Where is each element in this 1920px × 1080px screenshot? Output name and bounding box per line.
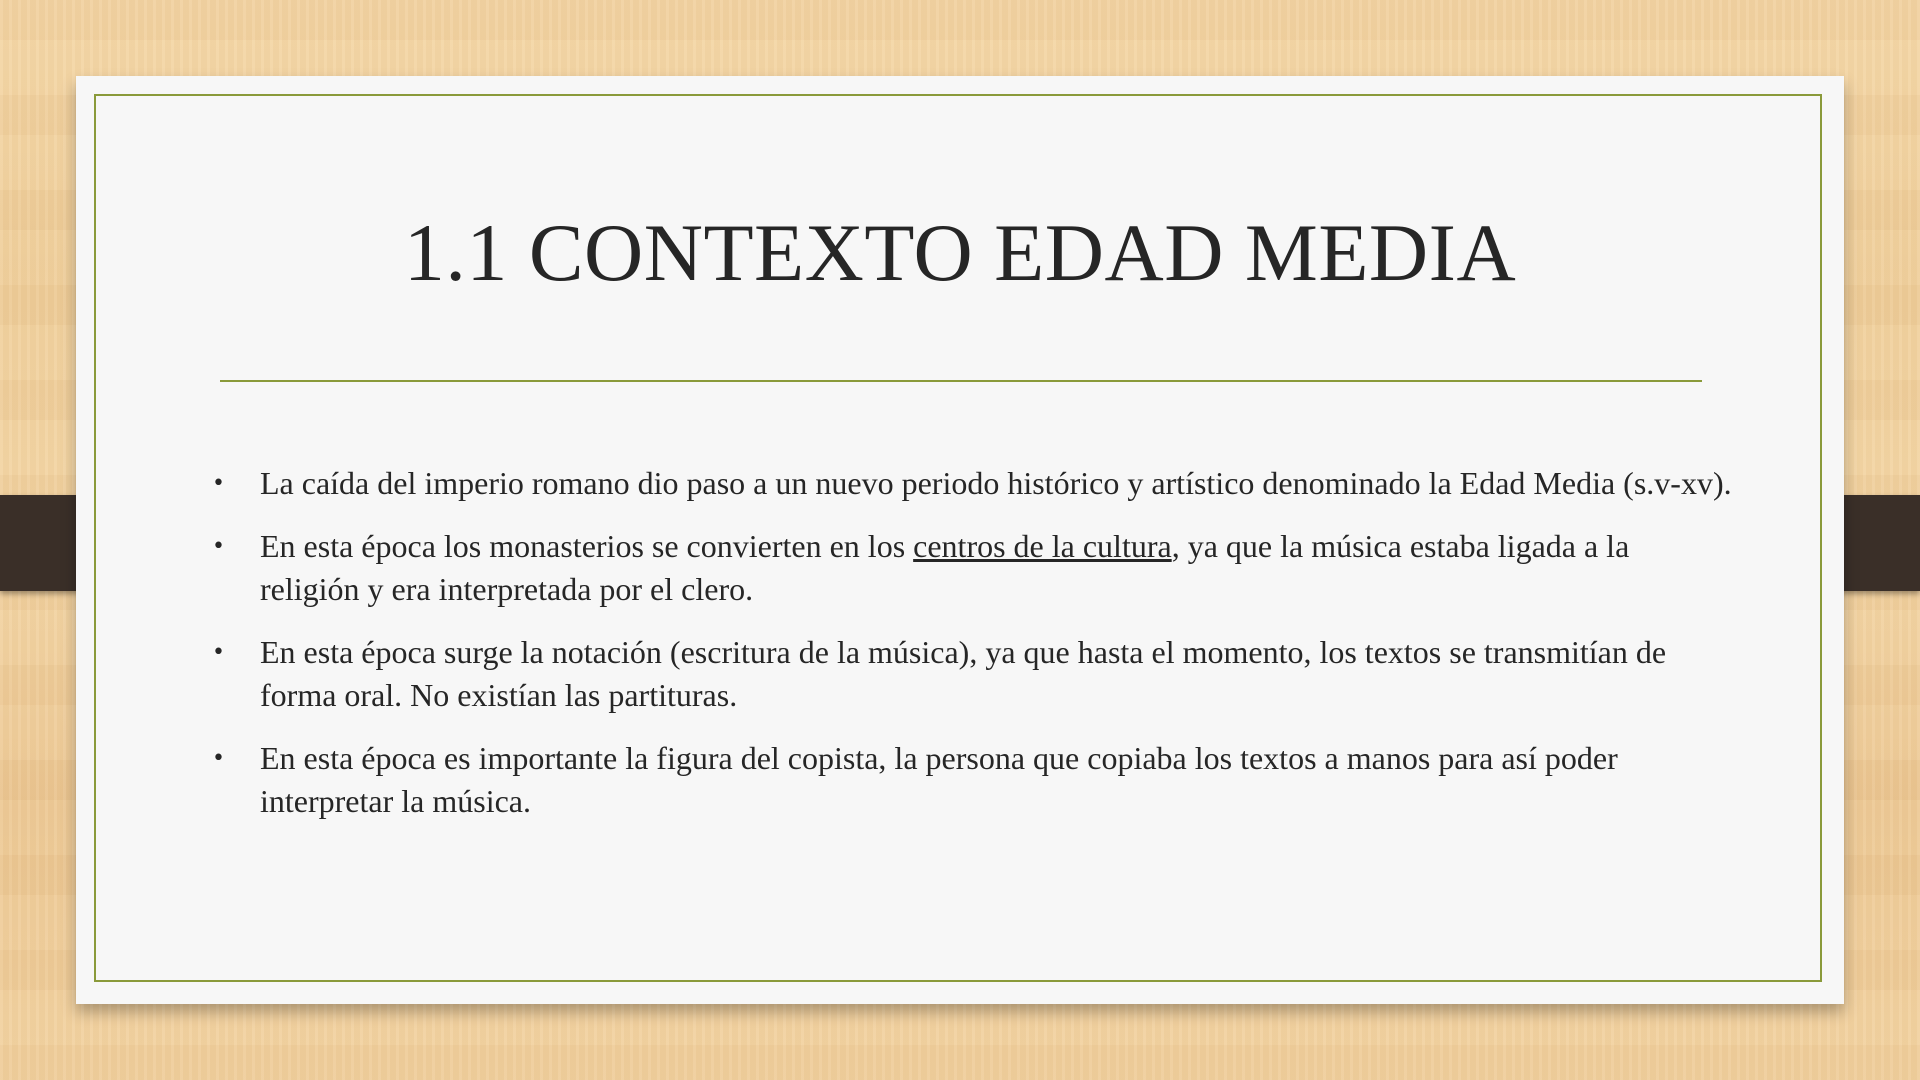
bullet-text-end: , ya que la música estaba ligada a la religión y era interpretada por el clero. <box>260 528 1630 607</box>
bullet-list <box>212 462 1732 843</box>
slide-title: 1.1 CONTEXTO EDAD MEDIA <box>403 207 1517 298</box>
bullet-item <box>212 525 1732 611</box>
title-divider <box>220 380 1702 382</box>
bullet-item <box>212 737 1732 823</box>
bullet-text-start: En esta época los monasterios se convierten en los <box>260 528 914 564</box>
bullet-dot: • <box>212 534 225 559</box>
bullet-item <box>212 631 1732 717</box>
bullet-text: La caída del imperio romano dio paso a un nuevo periodo histórico y artístico denominado la Edad Media (s.v-xv). <box>260 465 1732 501</box>
bullet-text: En esta época surge la notación (escritura de la música), ya que hasta el momento, los textos se transmitían de forma oral. No existían las partituras. <box>260 634 1667 713</box>
underlined-phrase: centros de la cultura <box>913 528 1172 564</box>
bullet-dot: • <box>212 640 225 665</box>
bullet-dot: • <box>212 471 225 496</box>
bullet-item <box>212 462 1732 505</box>
bullet-dot: • <box>212 746 225 771</box>
bullet-text: En esta época es importante la figura del copista, la persona que copiaba los textos a manos para así poder interpretar la música. <box>260 740 1618 819</box>
slide <box>76 76 1844 1004</box>
